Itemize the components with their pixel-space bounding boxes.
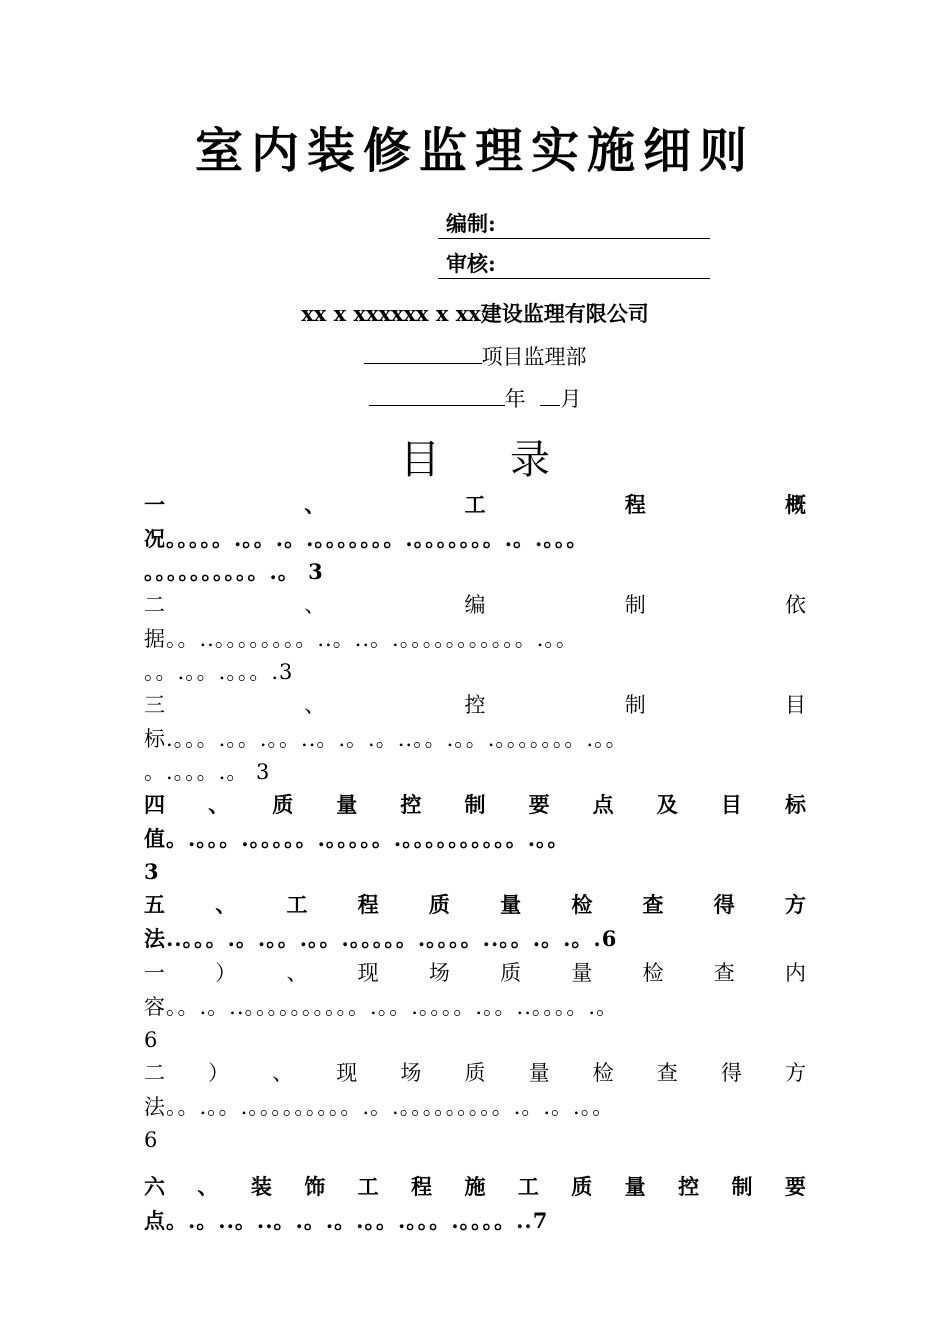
- toc-entry-leader: 据。。..。。。。。。。。..。..。.。。。。。。。。。。。.。。: [144, 627, 578, 651]
- toc-entry-char: 目: [785, 693, 806, 717]
- year-blank: [369, 383, 505, 406]
- toc-entry-title: [144, 588, 806, 622]
- toc-entry-leader: 况。。。。。.。。.。.。。。。。。。.。。。。。。。.。.。。。: [144, 526, 589, 551]
- toc-entry-leader: 标.。。。.。。.。。..。.。.。..。。.。。.。。。。。。。.。。: [144, 727, 628, 751]
- toc-entry-char: 控: [400, 792, 422, 817]
- toc-entry-leader: 法。。.。。.。。。。。。。。。.。.。。。。。。。。。.。.。.。。: [144, 1095, 615, 1119]
- toc-entry-title: [144, 1056, 806, 1090]
- toc-entry-char: 、: [272, 1061, 294, 1085]
- toc-entry-title: [144, 688, 806, 722]
- toc-entry-char: 方: [784, 1061, 806, 1085]
- toc-entry-char: 、: [304, 593, 326, 617]
- toc-entry-char: 程: [624, 492, 646, 517]
- toc-entry-char: 质: [571, 1174, 593, 1199]
- toc-entry-char: 点: [592, 792, 614, 817]
- toc-entry[interactable]: [144, 956, 806, 1056]
- toc-entry-char: 一: [144, 492, 165, 517]
- toc-entry-char: 程: [357, 892, 379, 917]
- sign-edit-label: 编制:: [446, 211, 496, 236]
- toc-entry-char: 工: [286, 892, 308, 917]
- toc-entry-page: 。。.。。.。。。.3: [144, 660, 294, 684]
- date-line: [0, 383, 950, 413]
- toc-entry-page: 。.。。。.。 3: [144, 760, 271, 784]
- toc-entry-char: 及: [656, 792, 678, 817]
- toc-entry-char: 概: [785, 492, 806, 517]
- toc-entry-title: [144, 788, 806, 822]
- toc-entry-char: 查: [656, 1061, 678, 1085]
- toc-entry[interactable]: [144, 488, 806, 588]
- department-blank: [364, 341, 482, 364]
- month-blank: [540, 383, 560, 406]
- toc-heading-right: 录: [510, 437, 550, 483]
- toc-entry-title: [144, 488, 806, 522]
- toc-entry-char: 查: [642, 892, 664, 917]
- toc-entry-char: 场: [400, 1061, 422, 1085]
- toc-entry-leader: 容。。.。..。。。。。。。。。。.。。.。。。。.。。..。。。。.。: [144, 995, 619, 1019]
- sign-review-line: [438, 248, 710, 279]
- toc-entry-char: 五: [144, 892, 165, 917]
- toc-entry-char: 三: [144, 693, 165, 717]
- toc-entry-char: 内: [784, 961, 806, 985]
- toc-entry[interactable]: [144, 688, 806, 788]
- toc-entry-char: 方: [784, 892, 806, 917]
- document-title: 室内装修监理实施细则: [194, 123, 755, 179]
- toc-entry-char: 、: [197, 1174, 219, 1199]
- table-of-contents: [144, 488, 806, 1238]
- toc-entry-char: 施: [464, 1174, 486, 1199]
- toc-entry-char: 一: [144, 961, 165, 985]
- toc-entry-char: 检: [592, 1061, 614, 1085]
- toc-entry-title: [144, 888, 806, 922]
- toc-entry-char: 得: [720, 1061, 742, 1085]
- toc-entry-char: 工: [357, 1174, 379, 1199]
- month-label: 月: [560, 387, 582, 411]
- toc-entry-char: 量: [624, 1174, 646, 1199]
- toc-entry-char: 要: [528, 792, 550, 817]
- department-label: 项目监理部: [481, 345, 587, 369]
- toc-entry-char: 查: [713, 961, 735, 985]
- toc-entry[interactable]: [144, 888, 806, 956]
- toc-heading: [0, 428, 950, 485]
- toc-entry-page: 3: [144, 859, 160, 884]
- toc-entry-char: 量: [528, 1061, 550, 1085]
- toc-entry-char: 二: [144, 593, 165, 617]
- toc-entry-char: 场: [428, 961, 450, 985]
- toc-heading-left: 目: [400, 437, 440, 483]
- toc-entry-char: 质: [464, 1061, 486, 1085]
- toc-entry-char: 、: [215, 892, 237, 917]
- toc-entry-page: 6: [144, 1128, 159, 1152]
- toc-entry-char: 饰: [304, 1174, 326, 1199]
- toc-entry-title: [144, 956, 806, 990]
- toc-entry-char: 质: [272, 792, 294, 817]
- toc-entry-char: ）: [208, 1061, 230, 1085]
- toc-entry-char: 依: [785, 593, 806, 617]
- toc-entry-title: [144, 1170, 806, 1204]
- sign-review-label: 审核:: [446, 251, 496, 276]
- toc-entry-char: 六: [144, 1174, 165, 1199]
- toc-entry-char: 编: [464, 593, 486, 617]
- toc-entry-char: 控: [464, 693, 486, 717]
- toc-entry[interactable]: [144, 1170, 806, 1238]
- toc-entry[interactable]: [144, 588, 806, 688]
- toc-entry-char: 、: [208, 792, 230, 817]
- toc-entry[interactable]: [144, 788, 806, 888]
- toc-entry-char: 制: [464, 792, 486, 817]
- toc-entry-leader: 点。.。..。..。.。.。.。。.。。。.。。。。..7: [144, 1208, 549, 1233]
- toc-entry-leader: 法..。。。.。.。。.。。.。。。。。.。。。。..。。.。.。.6: [144, 926, 618, 951]
- toc-entry-char: 装: [250, 1174, 272, 1199]
- toc-entry-char: 要: [784, 1174, 806, 1199]
- toc-entry-char: 二: [144, 1061, 165, 1085]
- toc-entry-char: 程: [411, 1174, 433, 1199]
- toc-entry-char: 现: [336, 1061, 358, 1085]
- toc-entry-char: 量: [336, 792, 358, 817]
- toc-entry-char: 四: [144, 792, 165, 817]
- toc-entry-char: 质: [500, 961, 522, 985]
- toc-entry-page: 。。。。。。。。。。.。 3: [144, 559, 324, 584]
- toc-entry-char: 、: [304, 492, 326, 517]
- toc-entry[interactable]: [144, 1056, 806, 1156]
- toc-entry-char: 工: [517, 1174, 539, 1199]
- toc-entry-page: 6: [144, 1028, 159, 1052]
- sign-edit-line: [438, 208, 710, 239]
- toc-entry-leader: 值。.。。。.。。。。。.。。。。。.。。。。。。。。。。.。。: [144, 826, 570, 851]
- toc-entry-char: 、: [286, 961, 308, 985]
- toc-entry-char: 量: [500, 892, 522, 917]
- toc-entry-char: 制: [624, 593, 646, 617]
- company-name: xx x xxxxxx x xx建设监理有限公司: [301, 301, 649, 326]
- department-line: [0, 341, 950, 371]
- year-label: 年: [504, 387, 526, 411]
- toc-entry-char: 、: [304, 693, 326, 717]
- toc-entry-char: 质: [428, 892, 450, 917]
- toc-entry-char: 标: [784, 792, 806, 817]
- toc-entry-char: 目: [720, 792, 742, 817]
- toc-entry-char: 制: [731, 1174, 753, 1199]
- toc-entry-char: 得: [713, 892, 735, 917]
- toc-entry-char: 工: [464, 492, 486, 517]
- toc-entry-char: 检: [642, 961, 664, 985]
- toc-entry-char: 制: [624, 693, 646, 717]
- toc-entry-char: ）: [215, 961, 237, 985]
- toc-entry-char: 量: [571, 961, 593, 985]
- toc-entry-char: 检: [571, 892, 593, 917]
- toc-entry-char: 现: [357, 961, 379, 985]
- toc-entry-char: 控: [678, 1174, 700, 1199]
